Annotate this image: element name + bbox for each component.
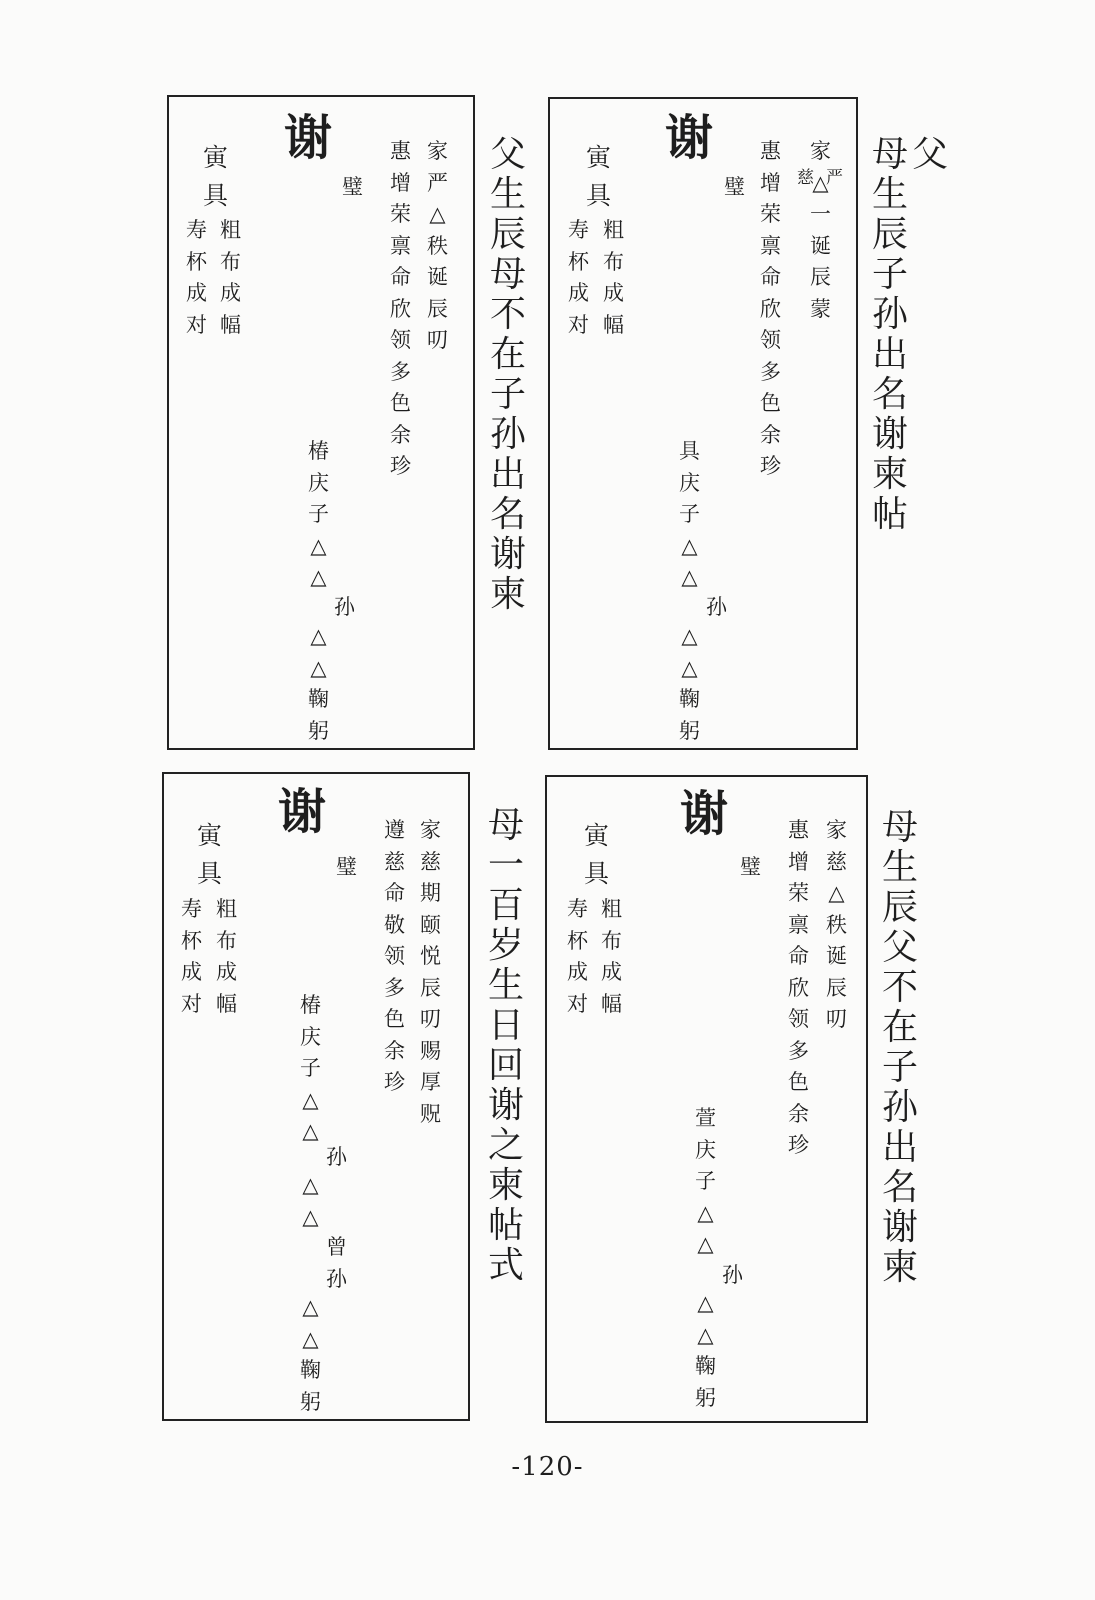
glyph: 禀 bbox=[390, 233, 411, 258]
ju-char bbox=[197, 856, 222, 892]
glyph: 严 bbox=[826, 168, 843, 188]
glyph: 命 bbox=[384, 881, 405, 905]
title-column bbox=[488, 806, 524, 1286]
glyph: 辰 bbox=[882, 887, 919, 928]
glyph: 出 bbox=[882, 1127, 919, 1168]
glyph: 珍 bbox=[390, 454, 411, 478]
glyph: 诞 bbox=[427, 265, 448, 289]
glyph: 幅 bbox=[601, 991, 622, 1016]
bi-char bbox=[740, 852, 761, 884]
gift-column-1 bbox=[216, 894, 237, 1020]
signature-column-3 bbox=[300, 1292, 321, 1418]
glyph: 辰 bbox=[490, 214, 527, 255]
glyph: 幅 bbox=[216, 991, 237, 1016]
glyph: 璧 bbox=[342, 175, 363, 199]
glyph: 幅 bbox=[603, 312, 624, 337]
glyph: 贶 bbox=[420, 1101, 441, 1126]
glyph: 多 bbox=[384, 975, 405, 1000]
bi-char bbox=[724, 172, 745, 204]
glyph: 孙 bbox=[326, 1266, 347, 1291]
glyph: 杯 bbox=[186, 249, 207, 274]
glyph: 璧 bbox=[724, 175, 745, 199]
glyph: 父 bbox=[912, 134, 949, 175]
glyph: 帖 bbox=[488, 1205, 525, 1246]
signature-grandson bbox=[722, 1260, 743, 1292]
glyph: 珍 bbox=[384, 1070, 405, 1094]
glyph: 幅 bbox=[220, 312, 241, 337]
glyph: 辰 bbox=[427, 296, 448, 321]
glyph: 余 bbox=[390, 422, 411, 447]
glyph: 寿 bbox=[181, 897, 202, 921]
glyph: 寅 bbox=[203, 143, 229, 172]
title-column-father bbox=[912, 135, 948, 175]
glyph: △ bbox=[697, 1232, 714, 1256]
glyph: △ bbox=[310, 624, 327, 648]
glyph: 蒙 bbox=[810, 296, 831, 321]
glyph: 在 bbox=[882, 1007, 919, 1048]
gift-column-1 bbox=[601, 894, 622, 1020]
glyph: 惠 bbox=[788, 818, 809, 842]
glyph: 柬 bbox=[488, 1165, 525, 1206]
glyph: 出 bbox=[872, 334, 909, 375]
glyph: 鞠 bbox=[300, 1358, 321, 1382]
glyph: 庆 bbox=[300, 1024, 321, 1049]
glyph: △ bbox=[697, 1291, 714, 1315]
glyph: 严 bbox=[427, 170, 448, 195]
title-column bbox=[490, 135, 526, 615]
glyph: 领 bbox=[760, 328, 781, 352]
yin-char bbox=[584, 818, 609, 854]
gift-column-2 bbox=[567, 894, 588, 1020]
glyph: 叨 bbox=[826, 1007, 847, 1031]
glyph: △ bbox=[302, 1295, 319, 1319]
glyph: 之 bbox=[488, 1125, 525, 1166]
gift-column-2 bbox=[186, 215, 207, 341]
glyph: 鞠 bbox=[308, 687, 329, 711]
signature-column-2 bbox=[300, 1170, 321, 1233]
glyph: 子 bbox=[308, 502, 329, 526]
glyph: 子 bbox=[679, 502, 700, 526]
glyph: 悦 bbox=[420, 944, 441, 968]
glyph: 慈 bbox=[826, 849, 847, 874]
glyph: 领 bbox=[390, 328, 411, 352]
glyph: 多 bbox=[788, 1038, 809, 1063]
glyph: 颐 bbox=[420, 912, 441, 937]
glyph: 母 bbox=[490, 254, 527, 295]
glyph: 诞 bbox=[826, 944, 847, 968]
glyph: 子 bbox=[490, 374, 527, 415]
glyph: 成 bbox=[220, 281, 241, 305]
signature-column bbox=[679, 436, 700, 594]
glyph: △ bbox=[310, 533, 327, 558]
signature-grandson bbox=[326, 1142, 347, 1174]
glyph: 命 bbox=[760, 265, 781, 289]
glyph: 谢 bbox=[284, 110, 333, 166]
glyph: 具 bbox=[584, 859, 610, 888]
glyph: 秩 bbox=[427, 233, 448, 258]
glyph: 岁 bbox=[488, 925, 525, 966]
glyph: 子 bbox=[695, 1169, 716, 1193]
glyph: 具 bbox=[197, 859, 223, 888]
glyph: 增 bbox=[788, 849, 809, 874]
glyph: 生 bbox=[488, 965, 525, 1006]
text-column-2 bbox=[760, 136, 781, 483]
glyph: 庆 bbox=[308, 470, 329, 495]
glyph: 对 bbox=[181, 991, 202, 1016]
glyph: 余 bbox=[384, 1038, 405, 1063]
glyph: 命 bbox=[390, 265, 411, 289]
text-column-2 bbox=[390, 136, 411, 483]
signature-column-2 bbox=[695, 1288, 716, 1414]
glyph: 谢 bbox=[278, 784, 327, 840]
glyph: 躬 bbox=[308, 718, 329, 743]
glyph: 具 bbox=[203, 181, 229, 210]
text-column-1 bbox=[420, 815, 441, 1130]
ju-char bbox=[584, 856, 609, 892]
glyph: △ bbox=[681, 533, 698, 558]
glyph: 领 bbox=[384, 944, 405, 968]
glyph: 慈 bbox=[797, 168, 814, 188]
glyph: 寿 bbox=[568, 218, 589, 242]
glyph: 母 bbox=[882, 807, 919, 848]
glyph: 成 bbox=[601, 960, 622, 984]
glyph: 赐 bbox=[420, 1038, 441, 1063]
glyph: 成 bbox=[216, 960, 237, 984]
ju-char bbox=[203, 178, 228, 214]
gift-column-2 bbox=[568, 215, 589, 341]
glyph: 式 bbox=[488, 1245, 525, 1286]
glyph: 不 bbox=[490, 294, 527, 335]
glyph: 对 bbox=[567, 991, 588, 1016]
glyph: △ bbox=[302, 1173, 319, 1197]
glyph: △ bbox=[681, 655, 698, 680]
thanks-char bbox=[665, 112, 713, 164]
glyph: 柬 bbox=[490, 574, 527, 615]
glyph: 谢 bbox=[490, 534, 527, 575]
glyph: 对 bbox=[568, 312, 589, 337]
glyph: 躬 bbox=[300, 1389, 321, 1414]
glyph: 叨 bbox=[427, 328, 448, 352]
glyph: 母 bbox=[872, 134, 909, 175]
glyph: 璧 bbox=[740, 855, 761, 879]
yin-char bbox=[586, 140, 611, 176]
glyph: 寿 bbox=[186, 218, 207, 242]
glyph: 谢 bbox=[882, 1207, 919, 1248]
text-column-1 bbox=[826, 815, 847, 1036]
glyph: 曾 bbox=[326, 1235, 347, 1259]
glyph: 寅 bbox=[584, 821, 610, 850]
yin-char bbox=[203, 140, 228, 176]
glyph: 鞠 bbox=[679, 687, 700, 711]
title-column bbox=[882, 808, 918, 1288]
text-column-1 bbox=[427, 136, 448, 357]
glyph: 荣 bbox=[390, 202, 411, 226]
signature-grandson bbox=[334, 592, 355, 624]
glyph: △ bbox=[697, 1322, 714, 1347]
glyph: 璧 bbox=[336, 855, 357, 879]
page-number: -120- bbox=[511, 1452, 584, 1482]
glyph: 躬 bbox=[679, 718, 700, 743]
glyph: 寅 bbox=[197, 821, 223, 850]
glyph: 椿 bbox=[308, 439, 329, 463]
glyph: 厚 bbox=[420, 1070, 441, 1094]
gift-column-1 bbox=[603, 215, 624, 341]
signature-grandson bbox=[706, 592, 727, 624]
glyph: △ bbox=[302, 1087, 319, 1112]
glyph: △ bbox=[429, 202, 446, 226]
glyph: 成 bbox=[186, 281, 207, 305]
glyph: 珍 bbox=[788, 1133, 809, 1157]
glyph: 孙 bbox=[872, 294, 909, 335]
glyph: 荣 bbox=[760, 202, 781, 226]
glyph: 多 bbox=[760, 359, 781, 384]
glyph: 子 bbox=[882, 1047, 919, 1088]
glyph: 杯 bbox=[181, 928, 202, 953]
glyph: 慈 bbox=[384, 849, 405, 874]
glyph: △ bbox=[681, 624, 698, 648]
glyph: 粗 bbox=[216, 897, 237, 921]
glyph: 欣 bbox=[390, 296, 411, 321]
glyph: 家 bbox=[427, 139, 448, 163]
glyph: 出 bbox=[490, 454, 527, 495]
glyph: 日 bbox=[488, 1005, 525, 1046]
glyph: 名 bbox=[490, 494, 527, 535]
glyph: 珍 bbox=[760, 454, 781, 478]
glyph: 辰 bbox=[826, 975, 847, 1000]
ju-char bbox=[586, 178, 611, 214]
bi-char bbox=[336, 852, 357, 884]
glyph: 不 bbox=[882, 967, 919, 1008]
glyph: 布 bbox=[601, 928, 622, 953]
glyph: 鞠 bbox=[695, 1354, 716, 1378]
glyph: 具 bbox=[586, 181, 612, 210]
signature-column-2 bbox=[308, 621, 329, 747]
glyph: △ bbox=[812, 170, 829, 195]
glyph: 杯 bbox=[568, 249, 589, 274]
yin-char bbox=[197, 818, 222, 854]
glyph: 父 bbox=[882, 927, 919, 968]
glyph: △ bbox=[310, 655, 327, 680]
thanks-char bbox=[278, 786, 326, 838]
glyph: 辰 bbox=[872, 214, 909, 255]
glyph: △ bbox=[302, 1204, 319, 1229]
glyph: 成 bbox=[567, 960, 588, 984]
glyph: 孙 bbox=[334, 595, 355, 619]
glyph: 柬 bbox=[872, 454, 909, 495]
glyph: 一 bbox=[810, 202, 831, 226]
glyph: 禀 bbox=[788, 912, 809, 937]
glyph: 庆 bbox=[695, 1137, 716, 1162]
glyph: △ bbox=[310, 565, 327, 589]
glyph: 在 bbox=[490, 334, 527, 375]
glyph: 寿 bbox=[567, 897, 588, 921]
glyph: 孙 bbox=[882, 1087, 919, 1128]
glyph: 椿 bbox=[300, 993, 321, 1017]
glyph: 母 bbox=[488, 805, 525, 846]
glyph: 名 bbox=[882, 1167, 919, 1208]
glyph: 庆 bbox=[679, 470, 700, 495]
glyph: 禀 bbox=[760, 233, 781, 258]
glyph: 色 bbox=[788, 1070, 809, 1094]
glyph: 子 bbox=[300, 1056, 321, 1080]
signature-column bbox=[300, 990, 321, 1148]
glyph: 萱 bbox=[695, 1106, 716, 1130]
glyph: 谢 bbox=[665, 110, 714, 166]
glyph: 期 bbox=[420, 881, 441, 905]
glyph: 欣 bbox=[760, 296, 781, 321]
glyph: 辰 bbox=[420, 975, 441, 1000]
glyph: 父 bbox=[490, 134, 527, 175]
glyph: 帖 bbox=[872, 494, 909, 535]
glyph: 名 bbox=[872, 374, 909, 415]
glyph: 家 bbox=[810, 139, 831, 163]
glyph: 家 bbox=[420, 818, 441, 842]
glyph: 欣 bbox=[788, 975, 809, 1000]
glyph: 谢 bbox=[488, 1085, 525, 1126]
glyph: 成 bbox=[181, 960, 202, 984]
glyph: 孙 bbox=[490, 414, 527, 455]
gift-column-2 bbox=[181, 894, 202, 1020]
glyph: 谢 bbox=[872, 414, 909, 455]
glyph: 增 bbox=[760, 170, 781, 195]
glyph: 色 bbox=[390, 391, 411, 415]
glyph: 色 bbox=[760, 391, 781, 415]
glyph: 柬 bbox=[882, 1247, 919, 1288]
glyph: 百 bbox=[488, 885, 525, 926]
signature-great-grandson bbox=[326, 1232, 347, 1295]
glyph: 辰 bbox=[810, 265, 831, 289]
signature-column bbox=[308, 436, 329, 594]
glyph: 敬 bbox=[384, 912, 405, 937]
thanks-char bbox=[680, 788, 728, 840]
glyph: 遵 bbox=[384, 818, 405, 842]
text-column-2 bbox=[384, 815, 405, 1099]
glyph: 布 bbox=[216, 928, 237, 953]
glyph: 生 bbox=[882, 847, 919, 888]
gift-column-1 bbox=[220, 215, 241, 341]
glyph: 诞 bbox=[810, 233, 831, 258]
glyph: 荣 bbox=[788, 881, 809, 905]
glyph: 孙 bbox=[326, 1145, 347, 1169]
bi-char bbox=[342, 172, 363, 204]
glyph: 谢 bbox=[680, 786, 729, 842]
glyph: 一 bbox=[488, 845, 525, 886]
glyph: 成 bbox=[603, 281, 624, 305]
glyph: 色 bbox=[384, 1007, 405, 1031]
glyph: 杯 bbox=[567, 928, 588, 953]
glyph: 家 bbox=[826, 818, 847, 842]
glyph: 寅 bbox=[586, 143, 612, 172]
glyph: 秩 bbox=[826, 912, 847, 937]
glyph: △ bbox=[302, 1119, 319, 1143]
glyph: 惠 bbox=[390, 139, 411, 163]
glyph: 具 bbox=[679, 439, 700, 463]
glyph: 余 bbox=[760, 422, 781, 447]
glyph: △ bbox=[302, 1326, 319, 1351]
glyph: 领 bbox=[788, 1007, 809, 1031]
signature-column-2 bbox=[679, 621, 700, 747]
glyph: 生 bbox=[490, 174, 527, 215]
signature-column bbox=[695, 1103, 716, 1261]
glyph: △ bbox=[681, 565, 698, 589]
glyph: 对 bbox=[186, 312, 207, 337]
glyph: 命 bbox=[788, 944, 809, 968]
glyph: 子 bbox=[872, 254, 909, 295]
glyph: 叨 bbox=[420, 1007, 441, 1031]
glyph: 生 bbox=[872, 174, 909, 215]
glyph: △ bbox=[828, 881, 845, 905]
glyph: 粗 bbox=[220, 218, 241, 242]
text-column-1 bbox=[810, 136, 831, 325]
glyph: 躬 bbox=[695, 1385, 716, 1410]
text-column-2 bbox=[788, 815, 809, 1162]
glyph: 布 bbox=[220, 249, 241, 274]
thanks-char bbox=[284, 112, 332, 164]
glyph: 孙 bbox=[706, 595, 727, 619]
glyph: 增 bbox=[390, 170, 411, 195]
glyph: 布 bbox=[603, 249, 624, 274]
glyph: 余 bbox=[788, 1101, 809, 1126]
title-column-main bbox=[872, 135, 908, 535]
glyph: 成 bbox=[568, 281, 589, 305]
glyph: 惠 bbox=[760, 139, 781, 163]
glyph: △ bbox=[697, 1200, 714, 1225]
glyph: 多 bbox=[390, 359, 411, 384]
glyph: 粗 bbox=[601, 897, 622, 921]
glyph: 回 bbox=[488, 1045, 525, 1086]
glyph: 慈 bbox=[420, 849, 441, 874]
glyph: 孙 bbox=[722, 1263, 743, 1287]
glyph: 粗 bbox=[603, 218, 624, 242]
